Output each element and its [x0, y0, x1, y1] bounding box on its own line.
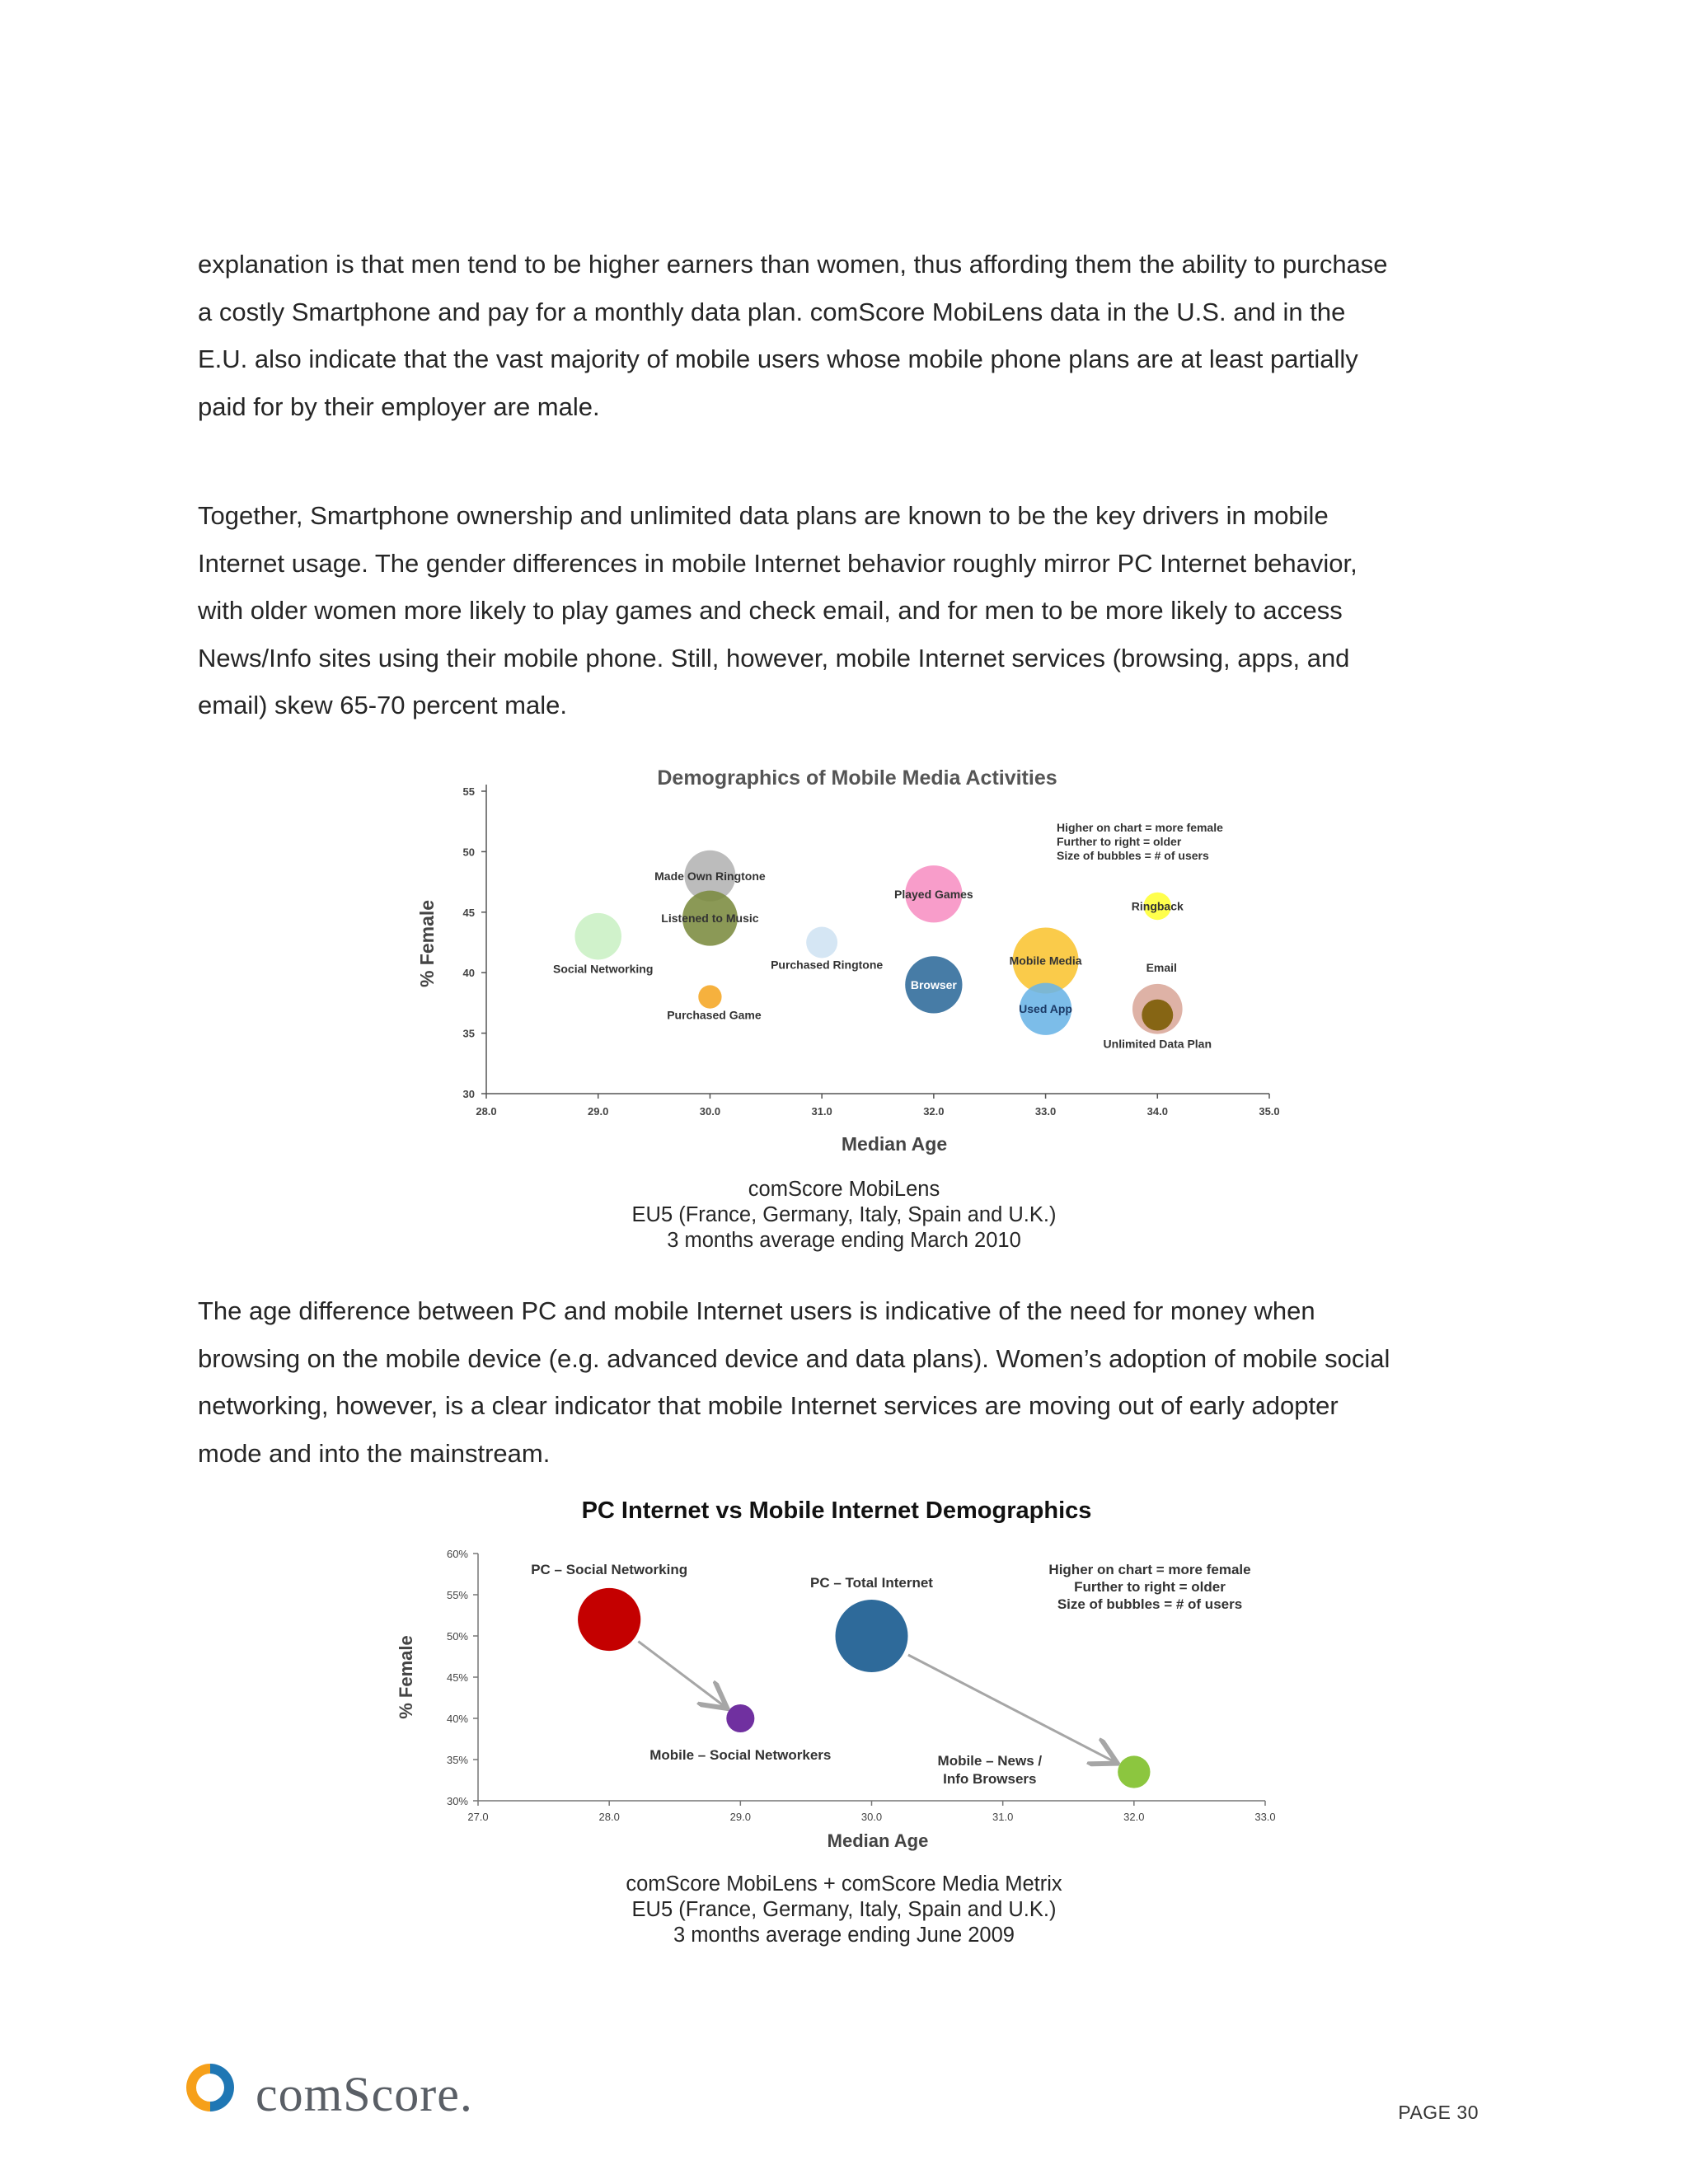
- y-tick-label: 60%: [446, 1548, 468, 1560]
- x-tick-label: 28.0: [598, 1811, 620, 1823]
- x-tick-label: 34.0: [1146, 1105, 1168, 1118]
- x-tick-label: 32.0: [1123, 1811, 1145, 1823]
- text-line: a costly Smartphone and pay for a monthly data plan. comScore MobiLens data in the U.S. and in the: [198, 297, 1346, 326]
- bubble-label: Browser: [910, 977, 957, 991]
- caption-line: EU5 (France, Germany, Italy, Spain and U.K.): [631, 1203, 1057, 1226]
- pc-vs-mobile-demographics-chart: [387, 1492, 1319, 1879]
- text-line: networking, however, is a clear indicator that mobile Internet services are moving out of early adopter: [198, 1391, 1339, 1420]
- text-line: with older women more likely to play games and check email, and for men to be more likely to access: [198, 596, 1343, 625]
- text-line: email) skew 65-70 percent male.: [198, 691, 567, 719]
- y-tick-label: 40%: [446, 1713, 468, 1725]
- caption-line: comScore MobiLens + comScore Media Metrix: [626, 1872, 1062, 1896]
- y-tick-label: 35: [462, 1027, 475, 1040]
- x-tick-label: 30.0: [860, 1811, 883, 1823]
- y-tick-label: 55%: [446, 1589, 468, 1601]
- y-axis-label: % Female: [396, 1635, 416, 1719]
- paragraph-1: [198, 241, 1517, 430]
- x-tick-label: 27.0: [467, 1811, 489, 1823]
- bubble-pc-social-networking: [578, 1588, 640, 1651]
- comscore-logo-icon: [183, 2060, 237, 2115]
- text-line: Internet usage. The gender differences in mobile Internet behavior roughly mirror PC Internet behavior,: [198, 548, 1357, 578]
- transition-arrow: [638, 1642, 725, 1708]
- paragraph-3: [198, 1287, 1517, 1477]
- y-axis-label: % Female: [416, 899, 438, 988]
- text-line: explanation is that men tend to be higher earners than women, thus affording them the ability to purchase: [198, 250, 1388, 279]
- bubble-label: Played Games: [893, 887, 973, 901]
- bubble-label: Purchased Game: [667, 1008, 762, 1022]
- x-tick-label: 28.0: [476, 1105, 497, 1118]
- bubble-mobile-news-info-browsers: [1118, 1755, 1150, 1788]
- bubble-purchased-game: [698, 985, 721, 1008]
- x-tick-label: 29.0: [729, 1811, 751, 1823]
- caption-line: comScore MobiLens: [748, 1178, 940, 1201]
- mobile-media-demographics-chart: [404, 754, 1294, 1162]
- caption-line: EU5 (France, Germany, Italy, Spain and U.K.): [631, 1898, 1057, 1921]
- text-line: News/Info sites using their mobile phone. Still, however, mobile Internet services (browsing, apps, and: [198, 643, 1350, 673]
- x-axis-label: Median Age: [827, 1830, 929, 1851]
- y-tick-label: 40: [462, 967, 475, 980]
- text-line: E.U. also indicate that the vast majority of mobile users whose mobile phone plans are at least partially: [198, 344, 1358, 373]
- bubble-label: Used App: [1019, 1002, 1072, 1016]
- text-line: Together, Smartphone ownership and unlimited data plans are known to be the key drivers in mobile: [198, 501, 1329, 530]
- legend-note: Size of bubbles = # of users: [1057, 1596, 1243, 1612]
- text-line: browsing on the mobile device (e.g. advanced device and data plans). Women’s adoption of mobile social: [198, 1343, 1390, 1373]
- bubble-unlimited-data-plan: [1142, 1000, 1173, 1031]
- bubble-label: Purchased Ringtone: [771, 958, 884, 972]
- x-tick-label: 35.0: [1259, 1105, 1280, 1118]
- chart-2-caption: [0, 1872, 1688, 1948]
- x-tick-label: 29.0: [588, 1105, 609, 1118]
- bubble-label: Mobile Media: [1009, 954, 1082, 968]
- x-axis-label: Median Age: [841, 1133, 948, 1155]
- caption-line: 3 months average ending June 2009: [673, 1924, 1015, 1947]
- bubble-label: Email: [1146, 961, 1177, 975]
- chart-1-caption: [0, 1177, 1688, 1254]
- bubble-label: Ringback: [1131, 899, 1184, 913]
- x-tick-label: 33.0: [1254, 1811, 1276, 1823]
- bubble-label: Mobile – News /: [937, 1753, 1043, 1769]
- chart-title: PC Internet vs Mobile Internet Demographics: [581, 1497, 1092, 1524]
- bubble-label: Unlimited Data Plan: [1103, 1037, 1212, 1051]
- y-tick-label: 45%: [446, 1671, 468, 1684]
- y-tick-label: 55: [462, 785, 475, 798]
- page-number: PAGE 30: [1398, 2102, 1479, 2123]
- x-tick-label: 31.0: [992, 1811, 1014, 1823]
- y-tick-label: 45: [462, 906, 475, 919]
- y-tick-label: 30: [462, 1088, 475, 1100]
- text-line: paid for by their employer are male.: [198, 391, 600, 421]
- y-tick-label: 50: [462, 846, 475, 859]
- bubble-social-networking: [574, 913, 621, 960]
- legend-note: Higher on chart = more female: [1057, 821, 1223, 834]
- bubble-label: Info Browsers: [943, 1771, 1037, 1787]
- legend-note: Further to right = older: [1057, 835, 1182, 848]
- text-line: The age difference between PC and mobile Internet users is indicative of the need for money when: [198, 1296, 1315, 1325]
- bubble-label: PC – Social Networking: [531, 1562, 688, 1577]
- bubble-label: Social Networking: [553, 962, 654, 976]
- bubble-mobile-social-networkers: [726, 1704, 754, 1732]
- text-line: mode and into the mainstream.: [198, 1438, 551, 1468]
- paragraph-2: [198, 492, 1517, 729]
- bubble-label: Mobile – Social Networkers: [649, 1747, 832, 1763]
- caption-line: 3 months average ending March 2010: [667, 1229, 1021, 1252]
- bubble-label: Listened to Music: [661, 912, 759, 926]
- bubble-pc-total-internet: [836, 1600, 908, 1672]
- bubble-purchased-ringtone: [806, 927, 837, 958]
- y-tick-label: 30%: [446, 1795, 468, 1807]
- bubble-label: Made Own Ringtone: [654, 869, 766, 883]
- x-tick-label: 31.0: [811, 1105, 832, 1118]
- y-tick-label: 35%: [446, 1754, 468, 1766]
- x-tick-label: 33.0: [1034, 1105, 1057, 1118]
- x-tick-label: 32.0: [923, 1105, 945, 1118]
- comscore-logo-text: comScore.: [256, 2067, 473, 2121]
- x-tick-label: 30.0: [699, 1105, 721, 1118]
- bubble-label: PC – Total Internet: [810, 1575, 933, 1591]
- transition-arrow: [908, 1655, 1115, 1762]
- y-tick-label: 50%: [446, 1630, 468, 1643]
- legend-note: Further to right = older: [1074, 1579, 1226, 1595]
- chart-title: Demographics of Mobile Media Activities: [657, 766, 1057, 790]
- legend-note: Higher on chart = more female: [1048, 1562, 1251, 1577]
- legend-note: Size of bubbles = # of users: [1057, 849, 1209, 862]
